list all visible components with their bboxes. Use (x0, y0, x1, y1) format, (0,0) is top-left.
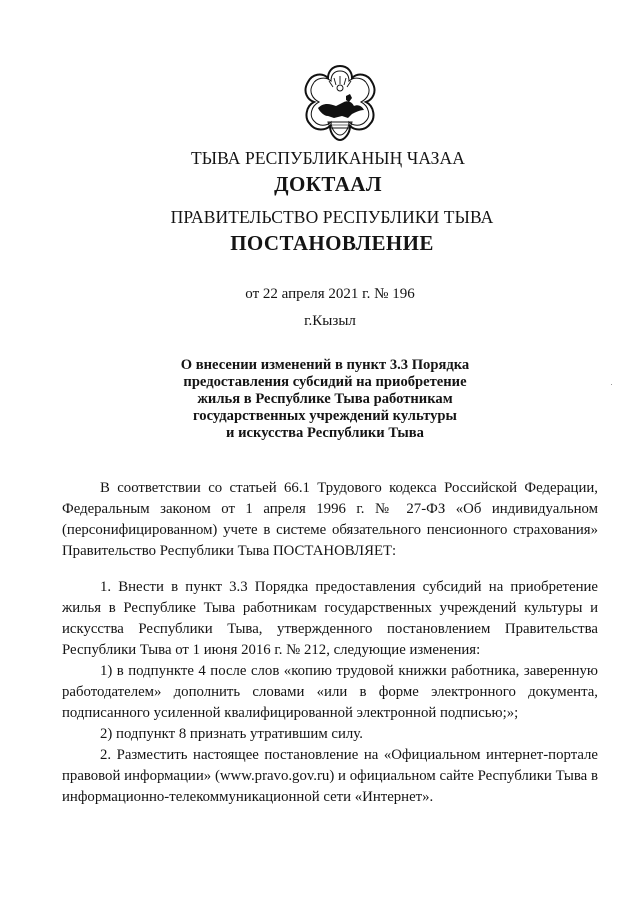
document-title (150, 357, 500, 442)
document-date-number: от 22 апреля 2021 г. № 196 (245, 286, 415, 302)
body-paragraph: 2. Разместить настоящее постановление на «Официальном интернет-портале правовой информации» (www.pravo.gov.ru) и официальном сайте Республики Тыва в информационно-телекоммуникационной сети «Интернет». (62, 747, 598, 805)
document-city: г.Кызыл (304, 313, 356, 329)
russian-government-name: ПРАВИТЕЛЬСТВО РЕСПУБЛИКИ ТЫВА (170, 207, 494, 227)
body-paragraph: 1) в подпункте 4 после слов «копию трудовой книжки работника, заверенную работодателем» дополнить словами «или в форме электронного документа, подписанного усиленной квалифицированной электронной подписью;»; (62, 663, 598, 721)
russian-document-type: ПОСТАНОВЛЕНИЕ (230, 231, 434, 255)
title-line: государственных учреждений культуры (193, 408, 457, 424)
title-line: жилья в Республике Тыва работникам (197, 391, 453, 407)
title-line: и искусства Республики Тыва (226, 425, 424, 441)
scan-speck (611, 384, 612, 385)
intro-paragraph: В соответствии со статьей 66.1 Трудового кодекса Российской Федерации, Федеральным законом от 1 апреля 1996 г. № 27-ФЗ «Об индивидуальном (персонифицированном) учете в системе обязательного пенсионного страхования» Правительство Республики Тыва ПОСТАНОВЛЯЕТ: (62, 480, 598, 559)
body-paragraph: 2) подпункт 8 признать утратившим силу. (100, 726, 363, 742)
tuva-government-name: ТЫВА РЕСПУБЛИКАНЫҢ ЧАЗАА (190, 148, 466, 168)
body-block (62, 577, 598, 808)
title-line: О внесении изменений в пункт 3.3 Порядка (180, 357, 470, 373)
intro-block (62, 478, 598, 562)
tuva-document-type: ДОКТААЛ (274, 172, 382, 196)
title-line: предоставления субсидий на приобретение (183, 374, 467, 390)
tuva-coat-of-arms-icon (294, 62, 386, 142)
body-paragraph: 1. Внести в пункт 3.3 Порядка предоставления субсидий на приобретение жилья в Республике Тыва работникам государственных учреждений культуры и искусства Республики Тыва, утвержденного постановлением Правительства Республики Тыва от 1 июня 2016 г. № 212, следующие изменения: (62, 579, 598, 658)
